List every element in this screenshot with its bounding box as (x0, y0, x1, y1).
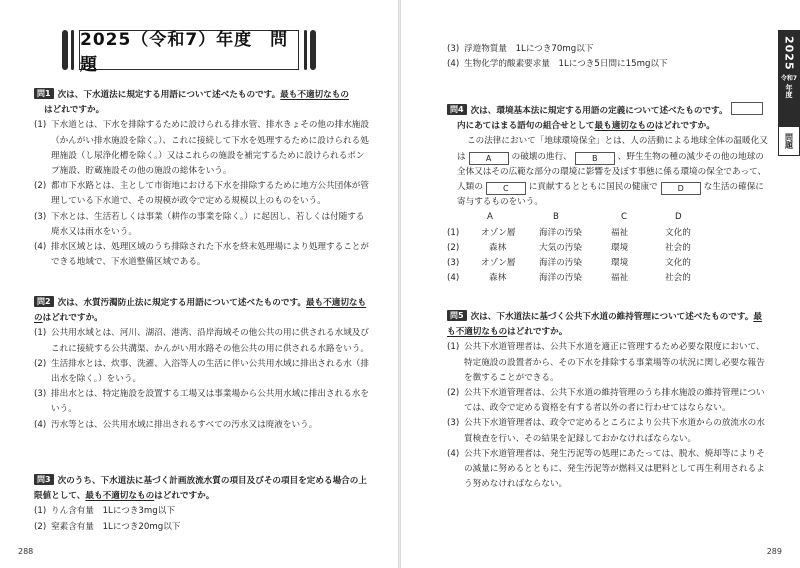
banner-stripe (62, 30, 68, 70)
question-badge: 問3 (34, 474, 54, 485)
blank-box (731, 102, 763, 115)
option-item (34, 240, 370, 270)
option-number: (3) (447, 44, 460, 54)
option-text: 都市下水路とは、主として市街地における下水を排除するために地方公共団体が管理している下水道で、その規模が政令で定める規模以上のものをいう。 (51, 181, 369, 207)
option-text: 公共下水道管理者は、政令で定めるところにより公共下水道からの放流水の水質検査を行い、その結果を記録しておかなければならない。 (464, 418, 765, 444)
option-text: 浮遊物質量 1Lにつき70mg以下 (464, 44, 594, 54)
cell-d: 社会的 (665, 273, 691, 284)
option-number: (4) (447, 59, 460, 70)
option-text: 排出水とは、特定施設を設置する工場又は事業場から公共用水域に排出される水をいう。 (51, 389, 369, 415)
passage-text: な生活の確保に寄与するものをいう。 (457, 182, 764, 208)
option-number: (2) (34, 358, 47, 369)
option-text: 公共用水域とは、河川、湖沼、港湾、沿岸海域その他公共の用に供される水域及びこれに接続する公共溝渠、かんがい用水路その他公共の用に供される水路をいう。 (51, 328, 369, 354)
row-number: (3) (447, 258, 460, 269)
option-item (34, 387, 370, 417)
question-stem (34, 474, 370, 504)
question-badge: 問4 (447, 104, 467, 115)
passage-text: に貢献するとともに国民の健康で (528, 182, 658, 193)
option-number: (2) (447, 388, 460, 399)
answer-row (447, 256, 725, 271)
row-number: (2) (447, 242, 460, 253)
question-stem (447, 310, 769, 340)
answer-row (447, 271, 725, 286)
stem-text: 次は、下水道法に基づく公共下水道の維持管理について述べたものです。 (470, 312, 754, 322)
banner-stripe (304, 30, 307, 70)
stem-text: はどれですか。 (654, 121, 715, 132)
cell-d: 文化的 (665, 258, 691, 269)
option-number: (1) (34, 506, 47, 517)
blank-b: B (575, 152, 615, 165)
answer-row (447, 226, 725, 241)
stem-emphasis: 最も不適切なもの (280, 90, 349, 100)
banner-stripe (71, 30, 74, 70)
option-item (447, 447, 769, 493)
question-4 (447, 102, 769, 286)
option-item (34, 210, 370, 240)
option-item (34, 357, 370, 387)
cell-d: 社会的 (665, 242, 691, 253)
stem-emphasis: 最も不適切なもの (85, 491, 155, 502)
banner-stripe (310, 30, 316, 70)
question-1 (34, 88, 370, 270)
passage (447, 134, 769, 210)
cell-d: 文化的 (665, 227, 691, 238)
question-3-continued (447, 42, 765, 72)
option-item (34, 520, 370, 535)
cell-b: 海洋の汚染 (539, 273, 582, 284)
title-banner (62, 30, 316, 75)
stem-text: はどれですか。 (44, 105, 105, 116)
stem-text: 次は、下水道法に規定する用語について述べたものです。 (57, 90, 281, 100)
right-page (401, 0, 800, 568)
option-item (34, 504, 370, 519)
stem-text: 次は、環境基本法に規定する用語の定義について述べたものです。 (470, 106, 728, 116)
stem-emphasis: 最も適切なもの (594, 121, 655, 132)
cell-a: オゾン層 (481, 227, 516, 238)
row-number: (4) (447, 273, 460, 284)
option-text: 排水区域とは、処理区域のうち排除された下水を終末処理場により処理することができる地域で、下水道整備区域である。 (51, 242, 369, 268)
option-item (34, 418, 370, 433)
option-number: (3) (447, 418, 460, 429)
option-text: りん含有量 1Lにつき3mg以下 (51, 506, 175, 517)
header-b: B (553, 212, 559, 223)
passage-text: 、野生生物の種の減少その他の地球の全体又はその広範な部分の環境に影響を及ぼす事態に係る環境の保全であって、人類の (457, 151, 767, 193)
option-number: (3) (34, 211, 47, 222)
question-2 (34, 296, 370, 433)
option-text: 下水とは、生活若しくは事業（耕作の事業を除く。）に起因し、若しくは付随する廃水又は雨水をいう。 (51, 211, 365, 237)
option-item (447, 57, 765, 72)
option-text: 窒素含有量 1Lにつき20mg以下 (51, 521, 181, 532)
answer-row (447, 241, 725, 256)
question-stem (447, 102, 769, 134)
option-number: (1) (34, 120, 47, 131)
header-c: C (621, 212, 628, 223)
answer-table (447, 210, 725, 286)
question-5 (447, 310, 769, 492)
row-number: (1) (447, 227, 460, 238)
cell-a: 森林 (489, 273, 507, 284)
passage-text: の破壊の進行、 (511, 151, 572, 162)
cell-c: 福祉 (611, 273, 629, 284)
tab-nendo: 年度 (785, 83, 793, 98)
header-d: D (675, 212, 682, 223)
cell-a: オゾン層 (481, 258, 516, 269)
answer-header-row (447, 210, 725, 225)
question-stem (34, 296, 370, 326)
tab-era: 令和7 (780, 74, 798, 82)
option-item (34, 326, 370, 356)
option-number: (1) (34, 328, 47, 339)
option-number: (4) (447, 448, 460, 459)
section-tab (778, 126, 800, 156)
passage-text: この法律において「地球環境保全」とは、人の活動による地球全体の温暖化又は (457, 136, 768, 162)
option-item (447, 386, 769, 416)
option-number: (4) (34, 419, 47, 430)
option-item (34, 179, 370, 209)
stem-text: はどれですか。 (507, 327, 568, 338)
option-item (447, 42, 765, 57)
question-3 (34, 474, 370, 535)
cell-b: 海洋の汚染 (539, 227, 582, 238)
left-page (0, 0, 398, 568)
cell-c: 環境 (611, 242, 629, 253)
header-a: A (487, 212, 493, 223)
cell-c: 環境 (611, 258, 629, 269)
stem-text: 内にあてはまる語句の組合せとして (457, 121, 595, 132)
blank-c: C (486, 182, 526, 195)
question-badge: 問5 (447, 310, 467, 321)
option-number: (2) (34, 181, 47, 192)
cell-a: 森林 (489, 242, 507, 253)
stem-emphasis: 最も不適切なもの (447, 312, 762, 338)
option-number: (4) (34, 242, 47, 253)
option-item (447, 416, 769, 446)
cell-b: 大気の汚染 (539, 242, 582, 253)
stem-text: はどれですか。 (154, 491, 215, 502)
option-item (447, 340, 769, 386)
page-number: 288 (18, 547, 34, 556)
tab-year: 2025 (782, 36, 796, 71)
option-number: (1) (447, 342, 460, 353)
option-text: 汚水等とは、公共用水域に排出されるすべての汚水又は廃液をいう。 (51, 419, 318, 430)
option-text: 下水道とは、下水を排除するために設けられる排水管、排水きょその他の排水施設（かんがい排水施設を除く。）、これに接続して下水を処理するために設けられる処理施設（し尿浄化槽を除く。）又はこれらの施設を補完するために設けられるポンプ施設、貯蔵施設その他の施設の総体をいう。 (51, 120, 369, 177)
option-item (34, 118, 370, 179)
question-badge: 問1 (34, 88, 54, 99)
option-text: 公共下水道管理者は、公共下水道を適正に管理するため必要な限度において、特定施設の設置者から、その下水を排除する事業場等の状況に関し必要な報告を徴することができる。 (464, 342, 765, 383)
stem-text: はどれですか。 (42, 313, 103, 324)
blank-a: A (469, 152, 509, 165)
tab-section: 問題 (784, 133, 794, 149)
stem-text: 次は、水質汚濁防止法に規定する用語について述べたものです。 (57, 298, 306, 308)
option-text: 生活排水とは、炊事、洗濯、入浴等人の生活に伴い公共用水域に排出される水（排出水を除く。）をいう。 (51, 358, 369, 385)
option-text: 公共下水道管理者は、発生汚泥等の処理にあたっては、脱水、焼却等によりその減量に努めるとともに、発生汚泥等が燃料又は肥料として再生利用されるよう努めなければならない。 (464, 448, 765, 490)
cell-b: 海洋の汚染 (539, 258, 582, 269)
cell-c: 福祉 (611, 227, 629, 238)
question-stem (34, 88, 370, 118)
option-text: 生物化学的酸素要求量 1Lにつき5日間に15mg以下 (464, 59, 668, 70)
option-number: (2) (34, 521, 47, 532)
stem-emphasis: 最も不適切なもの (34, 298, 367, 324)
question-badge: 問2 (34, 296, 54, 307)
page-title: 2025（令和7）年度 問題 (79, 30, 299, 70)
option-number: (3) (34, 389, 47, 400)
blank-d: D (661, 182, 701, 195)
option-text: 公共下水道管理者は、公共下水道の維持管理のうち排水施設の維持管理については、政令で定める資格を有する者以外の者に行わせてはならない。 (464, 388, 765, 414)
page-number: 289 (766, 547, 782, 556)
stem-text: 次のうち、下水道法に基づく計画放流水質の項目及びその項目を定める場合の上限値として、 (34, 476, 367, 502)
